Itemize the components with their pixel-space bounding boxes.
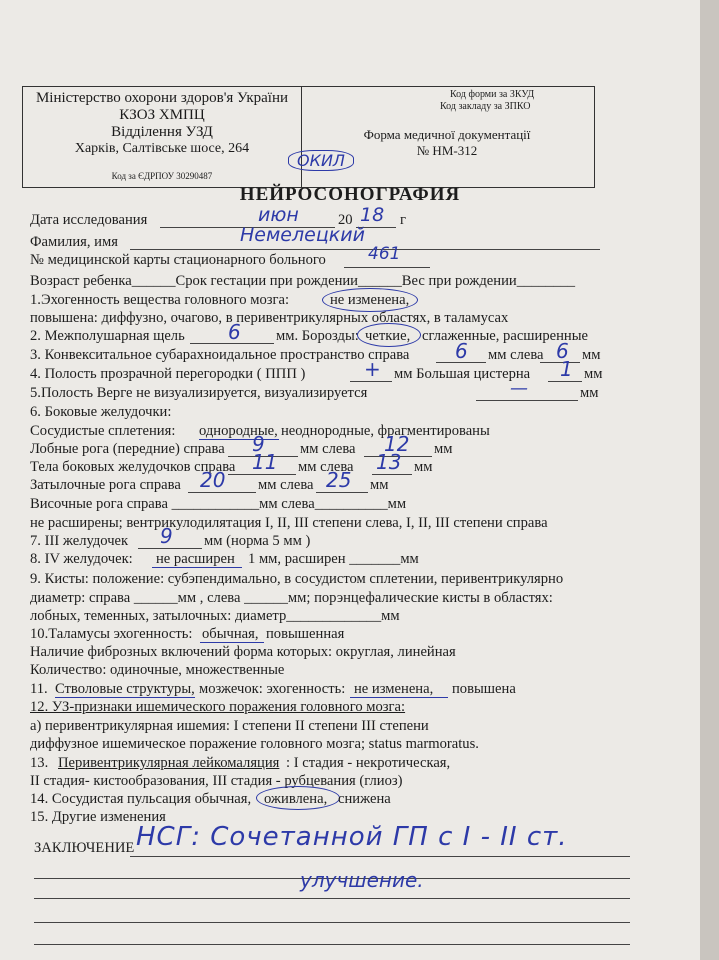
temporal-horns-line: Височные рога справа ____________мм слева__________мм (30, 496, 407, 512)
edrpou-code: Код за ЄДРПОУ 30290487 (111, 171, 213, 181)
cysts-lobes-line: лобных, теменных, затылочных: диаметр_____________мм (30, 608, 400, 624)
third-ventricle-label: 7. III желудочек (30, 533, 129, 549)
cysts-position-line: 9. Кисты: положение: субэпендимально, в сосудистом сплетении, перивентрикулярно (30, 571, 564, 587)
lateral-ventricles-label: 6. Боковые желудочки: (30, 404, 172, 420)
verge-unit: мм (580, 385, 599, 401)
form-number: № НМ-312 (416, 143, 478, 158)
date-value: июн (258, 204, 299, 226)
third-ventricle-value: 9 (160, 524, 173, 548)
plexus-homogeneous: однородные, (199, 423, 278, 439)
form-code-box (300, 86, 595, 188)
cisterna-value: 1 (560, 357, 573, 381)
subarachnoid-right: 6 (455, 339, 468, 363)
fourth-ventricle-label: 8. IV желудочек: (30, 551, 133, 567)
echogenicity-increased: повышена: диффузно, очагово, в перивентрикулярных областях, в таламусах (30, 310, 509, 326)
diffuse-ischemia-line: диффузное ишемическое поражение головного мозга; status marmoratus. (30, 736, 479, 752)
institution-box (22, 86, 302, 188)
septum-value: + (364, 357, 381, 381)
occipital-horns-right: 20 (200, 468, 226, 492)
address-line: Харків, Салтівське шосе, 264 (74, 141, 250, 156)
sulci-label: мм. Борозды: (276, 328, 359, 344)
frontal-horns-left-label: мм слева (300, 441, 356, 457)
echogenicity-label: 1.Эхогенность вещества головного мозга: (30, 292, 290, 308)
interhemispheric-value: 6 (228, 320, 241, 344)
ventricle-body-right: 11 (252, 450, 278, 474)
sulci-clear: четкие, (365, 328, 411, 344)
fourth-ventricle-normal: не расширен (156, 551, 235, 567)
verge-value: — (510, 378, 528, 399)
occipital-horns-left: 25 (326, 468, 352, 492)
frontal-horns-left: 12 (384, 432, 410, 456)
brainstem-normal: не изменена, (354, 681, 434, 697)
pulsation-increased: оживлена, (264, 791, 328, 807)
ventricle-body-unit: мм (414, 459, 433, 475)
year-value: 18 (360, 204, 385, 226)
frontal-horns-unit: мм (434, 441, 453, 457)
cisterna-label: мм Большая цистерна (394, 366, 531, 382)
document-title: НЕЙРОСОНОГРАФИЯ (239, 184, 461, 205)
zpko-code-label: Код закладу за ЗПКО (440, 101, 531, 112)
periventricular-ischemia-line: а) перивентрикулярная ишемия: I степени II степени III степени (30, 718, 429, 734)
fourth-ventricle-other: 1 мм, расширен _______мм (248, 551, 419, 567)
department-line: Відділення УЗД (111, 124, 213, 140)
thalamus-increased: повышенная (266, 626, 345, 642)
frontal-horns-label: Лобные рога (передние) справа (30, 441, 225, 457)
name-label: Фамилия, имя (30, 234, 118, 250)
name-value: Немелецкий (240, 224, 365, 246)
verge-label: 5.Полость Верге не визуализируется, визуализируется (30, 385, 368, 401)
zkud-code-label: Код форми за ЗКУД (450, 89, 535, 100)
age-line: Возраст ребенка______Срок гестации при рождении______Вес при рождении________ (30, 273, 576, 289)
echogenicity-circle (322, 288, 418, 312)
sulci-circle (357, 323, 421, 347)
subarachnoid-unit: мм (582, 347, 601, 363)
pulsation-circle (256, 786, 340, 810)
conclusion-line2: улучшение. (300, 868, 424, 892)
occipital-horns-label: Затылочные рога справа (30, 477, 181, 493)
thalamus-normal: обычная, (202, 626, 259, 642)
brainstem-increased: повышена (452, 681, 516, 697)
thalamus-label: 10.Таламусы эхогенность: (30, 626, 193, 642)
ischemia-heading: 12. УЗ-признаки ишемического поражения головного мозга: (30, 699, 406, 715)
ministry-line: Міністерство охорони здоров'я України (35, 90, 289, 106)
paper-edge (700, 0, 719, 960)
conclusion-line1: НСГ: Сочетанной ГП с I - II ст. (136, 822, 568, 852)
pulsation-decreased: снижена (338, 791, 391, 807)
occipital-horns-unit: мм (370, 477, 389, 493)
pvl-num: 13. (30, 755, 49, 771)
conclusion-label: ЗАКЛЮЧЕНИЕ (34, 840, 135, 856)
ventriculodilation-line: не расширены; вентрикулодилятация I, II, III степени слева, I, II, III степени справа (30, 515, 548, 531)
cerebellum-label: мозжечок: эхогенность: (199, 681, 346, 697)
septum-label: 4. Полость прозрачной перегородки ( ППП ) (30, 366, 306, 382)
cysts-diameter-line: диаметр: справа ______мм , слева ______мм; порэнцефалические кисты в областях: (30, 590, 553, 606)
subarachnoid-left: 6 (556, 339, 569, 363)
subarachnoid-left-label: мм слева (488, 347, 544, 363)
plexus-other: неоднородные, фрагментированы (281, 423, 490, 439)
ventricle-body-left: 13 (376, 450, 402, 474)
institution-line: КЗОЗ ХМПЦ (119, 107, 205, 123)
pvl-label: Перивентрикулярная лейкомаляция (58, 755, 280, 771)
pulsation-label: 14. Сосудистая пульсация обычная, (30, 791, 252, 807)
ventricle-body-left-label: мм слева (298, 459, 354, 475)
quantity-line: Количество: одиночные, множественные (30, 662, 285, 678)
occipital-horns-left-label: мм слева (258, 477, 314, 493)
ventricle-body-label: Тела боковых желудочков справа (30, 459, 236, 475)
year-suffix: г (400, 212, 406, 228)
brainstem-num: 11. (30, 681, 48, 697)
date-label: Дата исследования (30, 212, 148, 228)
brainstem-label: Стволовые структуры, (55, 681, 195, 697)
cisterna-unit: мм (584, 366, 603, 382)
subarachnoid-label: 3. Конвекситальное субарахноидальное пространство справа (30, 347, 410, 363)
card-label: № медицинской карты стационарного больного (30, 252, 326, 268)
interhemispheric-label: 2. Межполушарная щель (30, 328, 185, 344)
sulci-other: сглаженные, расширенные (422, 328, 589, 344)
third-ventricle-norm: мм (норма 5 мм ) (204, 533, 311, 549)
other-changes-label: 15. Другие изменения (30, 809, 166, 825)
echogenicity-normal: не изменена, (330, 292, 410, 308)
card-value: 461 (368, 244, 401, 264)
fibrous-inclusions-line: Наличие фиброзных включений форма которых: округлая, линейная (30, 644, 456, 660)
plexus-label: Сосудистые сплетения: (30, 423, 176, 439)
year-prefix: 20 (338, 212, 353, 228)
pvl-stage1: : I стадия - некротическая, (286, 755, 451, 771)
frontal-horns-right: 9 (252, 432, 265, 456)
department-stamp: ОКИЛ (288, 150, 354, 171)
form-type-label: Форма медичної документації (363, 127, 531, 142)
pvl-stages-line: II стадия- кистообразования, III стадия - рубцевания (глиоз) (30, 773, 403, 789)
